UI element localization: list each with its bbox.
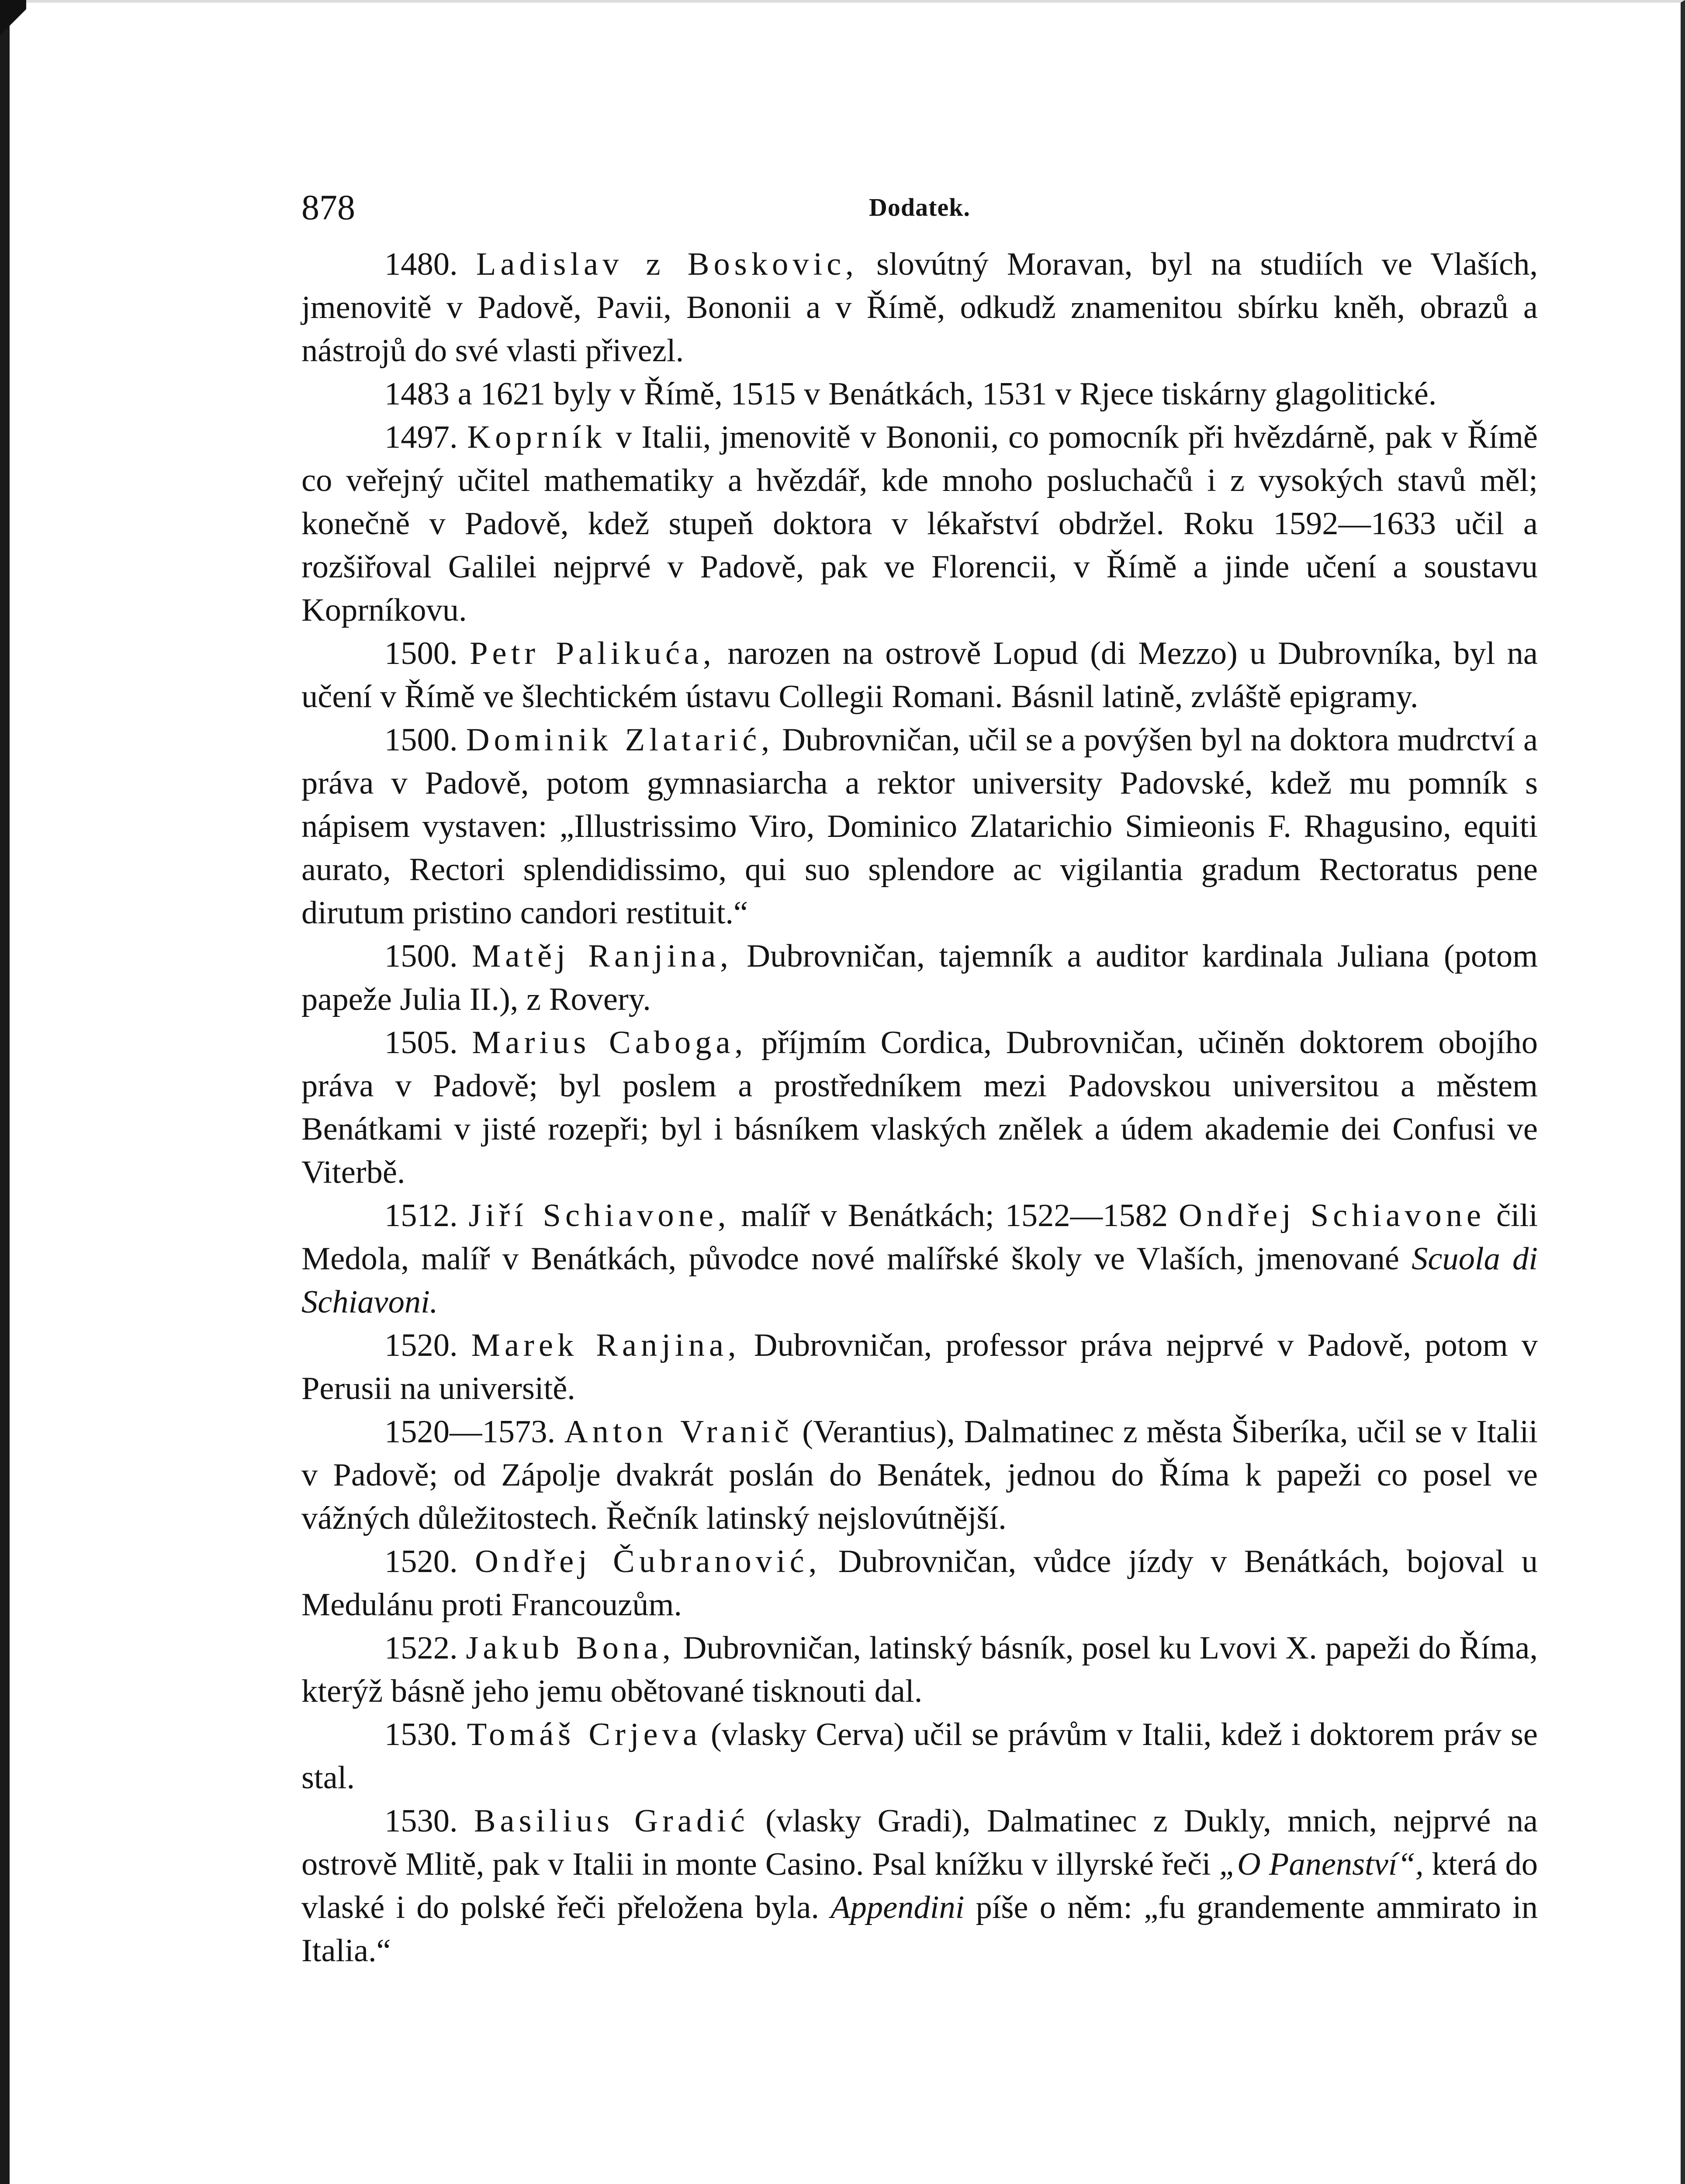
entry-person: Ondřej Čubranović, xyxy=(474,1544,821,1579)
entry-1480 xyxy=(301,243,1538,373)
entry-1483 xyxy=(301,373,1538,416)
page-header xyxy=(301,183,1538,232)
entry-text: (vlasky Gradi), Dalmatinec z Dukly, mnich, nejprvé na ostrově Mlitě, pak v Italii in monte Casino. Psal knížku v illyrské řeči xyxy=(301,1803,1538,1882)
entry-year: 1530. xyxy=(384,1803,458,1839)
entry-text: v Italii, jmenovitě v Bononii, co pomocník při hvězdárně, pak v Římě co veřejný učitel mathematiky a hvězdář, kde mnoho posluchačů i z vysokých stavů měl; konečně v Padově, kdež stupeň doktora v lékařství obdržel. Roku 1592—1633 učil a rozšiřoval Galilei nejprvé v Padově, pak ve Florencii, v Římě a jinde učení a soustavu Koprníkovu. xyxy=(301,419,1538,628)
entry-text: slovútný Moravan, byl na studiích ve Vlaších, jmenovitě v Padově, Pavii, Bononii a v Římě, odkudž znamenitou sbírku kněh, obrazů a nástrojů do své vlasti přivezl. xyxy=(301,246,1538,369)
entry-1505 xyxy=(301,1021,1538,1194)
entry-text: příjmím Cordica, Dubrovničan, učiněn doktorem obojího práva v Padově; byl poslem a prostředníkem mezi Padovskou universitou a městem Benátkami v jisté rozepři; byl i básníkem vlaských znělek a údem akademie dei Confusi ve Viterbě. xyxy=(301,1025,1538,1190)
entry-year: 1500. xyxy=(384,938,458,974)
entry-year: 1500. xyxy=(384,722,458,758)
entry-person: Jakub Bona, xyxy=(466,1630,675,1666)
entry-1512 xyxy=(301,1194,1538,1324)
entry-person: Marek Ranjina, xyxy=(471,1327,740,1363)
entry-year: 1483 a 1621 xyxy=(384,376,546,412)
entry-text: byly v Římě, 1515 v Benátkách, 1531 v Rjece tiskárny glagolitické. xyxy=(553,376,1437,412)
entry-text: narozen na ostrově Lopud (di Mezzo) u Dubrovníka, byl na učení v Římě ve šlechtickém ústavu Collegii Romani. Básnil latině, zvláště epigramy. xyxy=(301,636,1538,715)
entry-1530-gradic xyxy=(301,1800,1538,1973)
entry-text: Dubrovničan, professor práva nejprvé v Padově, potom v Perusii na universitě. xyxy=(301,1327,1538,1406)
entry-text: Dubrovničan, vůdce jízdy v Benátkách, bojoval u Medulánu proti Francouzům. xyxy=(301,1544,1538,1623)
entry-person: Jiří Schiavone, xyxy=(468,1198,730,1234)
entry-year: 1480. xyxy=(384,246,458,282)
entry-1500-zlataric xyxy=(301,719,1538,935)
entry-person: Anton Vranič xyxy=(564,1414,793,1450)
entry-year: 1522. xyxy=(384,1630,458,1666)
entry-year: 1512. xyxy=(384,1198,458,1234)
entry-text: (Verantius), Dalmatinec z města Šiberíka, učil se v Italii v Padově; od Zápolje dvakrát poslán do Benátek, jednou do Říma k papeži co posel ve vážných důležitostech. Řečník latinský nejslovútnější. xyxy=(301,1414,1538,1536)
entry-year: 1500. xyxy=(384,636,458,671)
entry-1520-vranic xyxy=(301,1410,1538,1540)
entry-person: Matěj Ranjina, xyxy=(472,938,733,974)
entry-person-second: Ondřej Schiavone xyxy=(1178,1198,1486,1234)
entry-person: Dominik Zlatarić, xyxy=(466,722,774,758)
entry-1530-crjeva xyxy=(301,1713,1538,1800)
entry-text: která do vlaské i do polské řeči přeložena byla. xyxy=(301,1846,1538,1925)
scan-corner-mark xyxy=(0,0,26,61)
running-head: Dodatek. xyxy=(869,193,970,221)
entry-person: Tomáš Crjeva xyxy=(467,1717,702,1752)
entry-text: Dubrovničan, tajemník a auditor kardinala Juliana (potom papeže Julia II.), z Rovery. xyxy=(301,938,1538,1017)
entry-text: Dubrovničan, učil se a povýšen byl na doktora mudrctví a práva v Padově, potom gymnasiarcha a rektor university Padovské, kdež mu pomník s nápisem vystaven: „Illustrissimo Viro, Dominico Zlatarichio Simieonis F. Rhagusino, equiti aurato, Rectori splendidissimo, qui suo splendore ac vigilantia gradum Rectoratus pene dirutum pristino candori restituit.“ xyxy=(301,722,1538,931)
entry-year: 1520—1573. xyxy=(384,1414,556,1450)
entry-person: Ladislav z Boskovic, xyxy=(476,246,858,282)
entry-text: píše o něm: „fu grandemente ammirato in Italia.“ xyxy=(301,1890,1538,1969)
entry-text: malíř v Benátkách; 1522—1582 xyxy=(741,1198,1168,1234)
entry-italic-title: Scuola di Schiavoni. xyxy=(301,1241,1538,1320)
entry-text: (vlasky Cerva) učil se právům v Italii, kdež i doktorem práv se stal. xyxy=(301,1717,1538,1796)
entry-person: Petr Palikuća, xyxy=(470,636,716,671)
entry-person: Basilius Gradić xyxy=(474,1803,749,1839)
entry-year: 1530. xyxy=(384,1717,458,1752)
entry-italic-title: „O Panenství“, xyxy=(1219,1846,1424,1882)
entry-1500-palikuca xyxy=(301,632,1538,719)
entry-text: Dubrovničan, latinský básník, posel ku Lvovi X. papeži do Říma, kterýž básně jeho jemu obětované tisknouti dal. xyxy=(301,1630,1538,1709)
page-body xyxy=(301,243,1538,1973)
entry-year: 1520. xyxy=(384,1327,458,1363)
entry-year: 1520. xyxy=(384,1544,458,1579)
entry-1520-cubranovic xyxy=(301,1540,1538,1627)
entry-italic-author: Appendini xyxy=(830,1890,965,1925)
entry-text: čili Medola, malíř v Benátkách, původce nové malířské školy ve Vlaších, jmenované xyxy=(301,1198,1538,1277)
entry-year: 1497. xyxy=(384,419,458,455)
entry-1500-ranjina xyxy=(301,935,1538,1021)
page-number: 878 xyxy=(301,187,355,227)
entry-1497 xyxy=(301,416,1538,632)
entry-person: Koprník xyxy=(467,419,606,455)
entry-year: 1505. xyxy=(384,1025,458,1061)
entry-1520-ranjina xyxy=(301,1324,1538,1410)
entry-person: Marius Caboga, xyxy=(472,1025,747,1061)
entry-1522 xyxy=(301,1627,1538,1713)
